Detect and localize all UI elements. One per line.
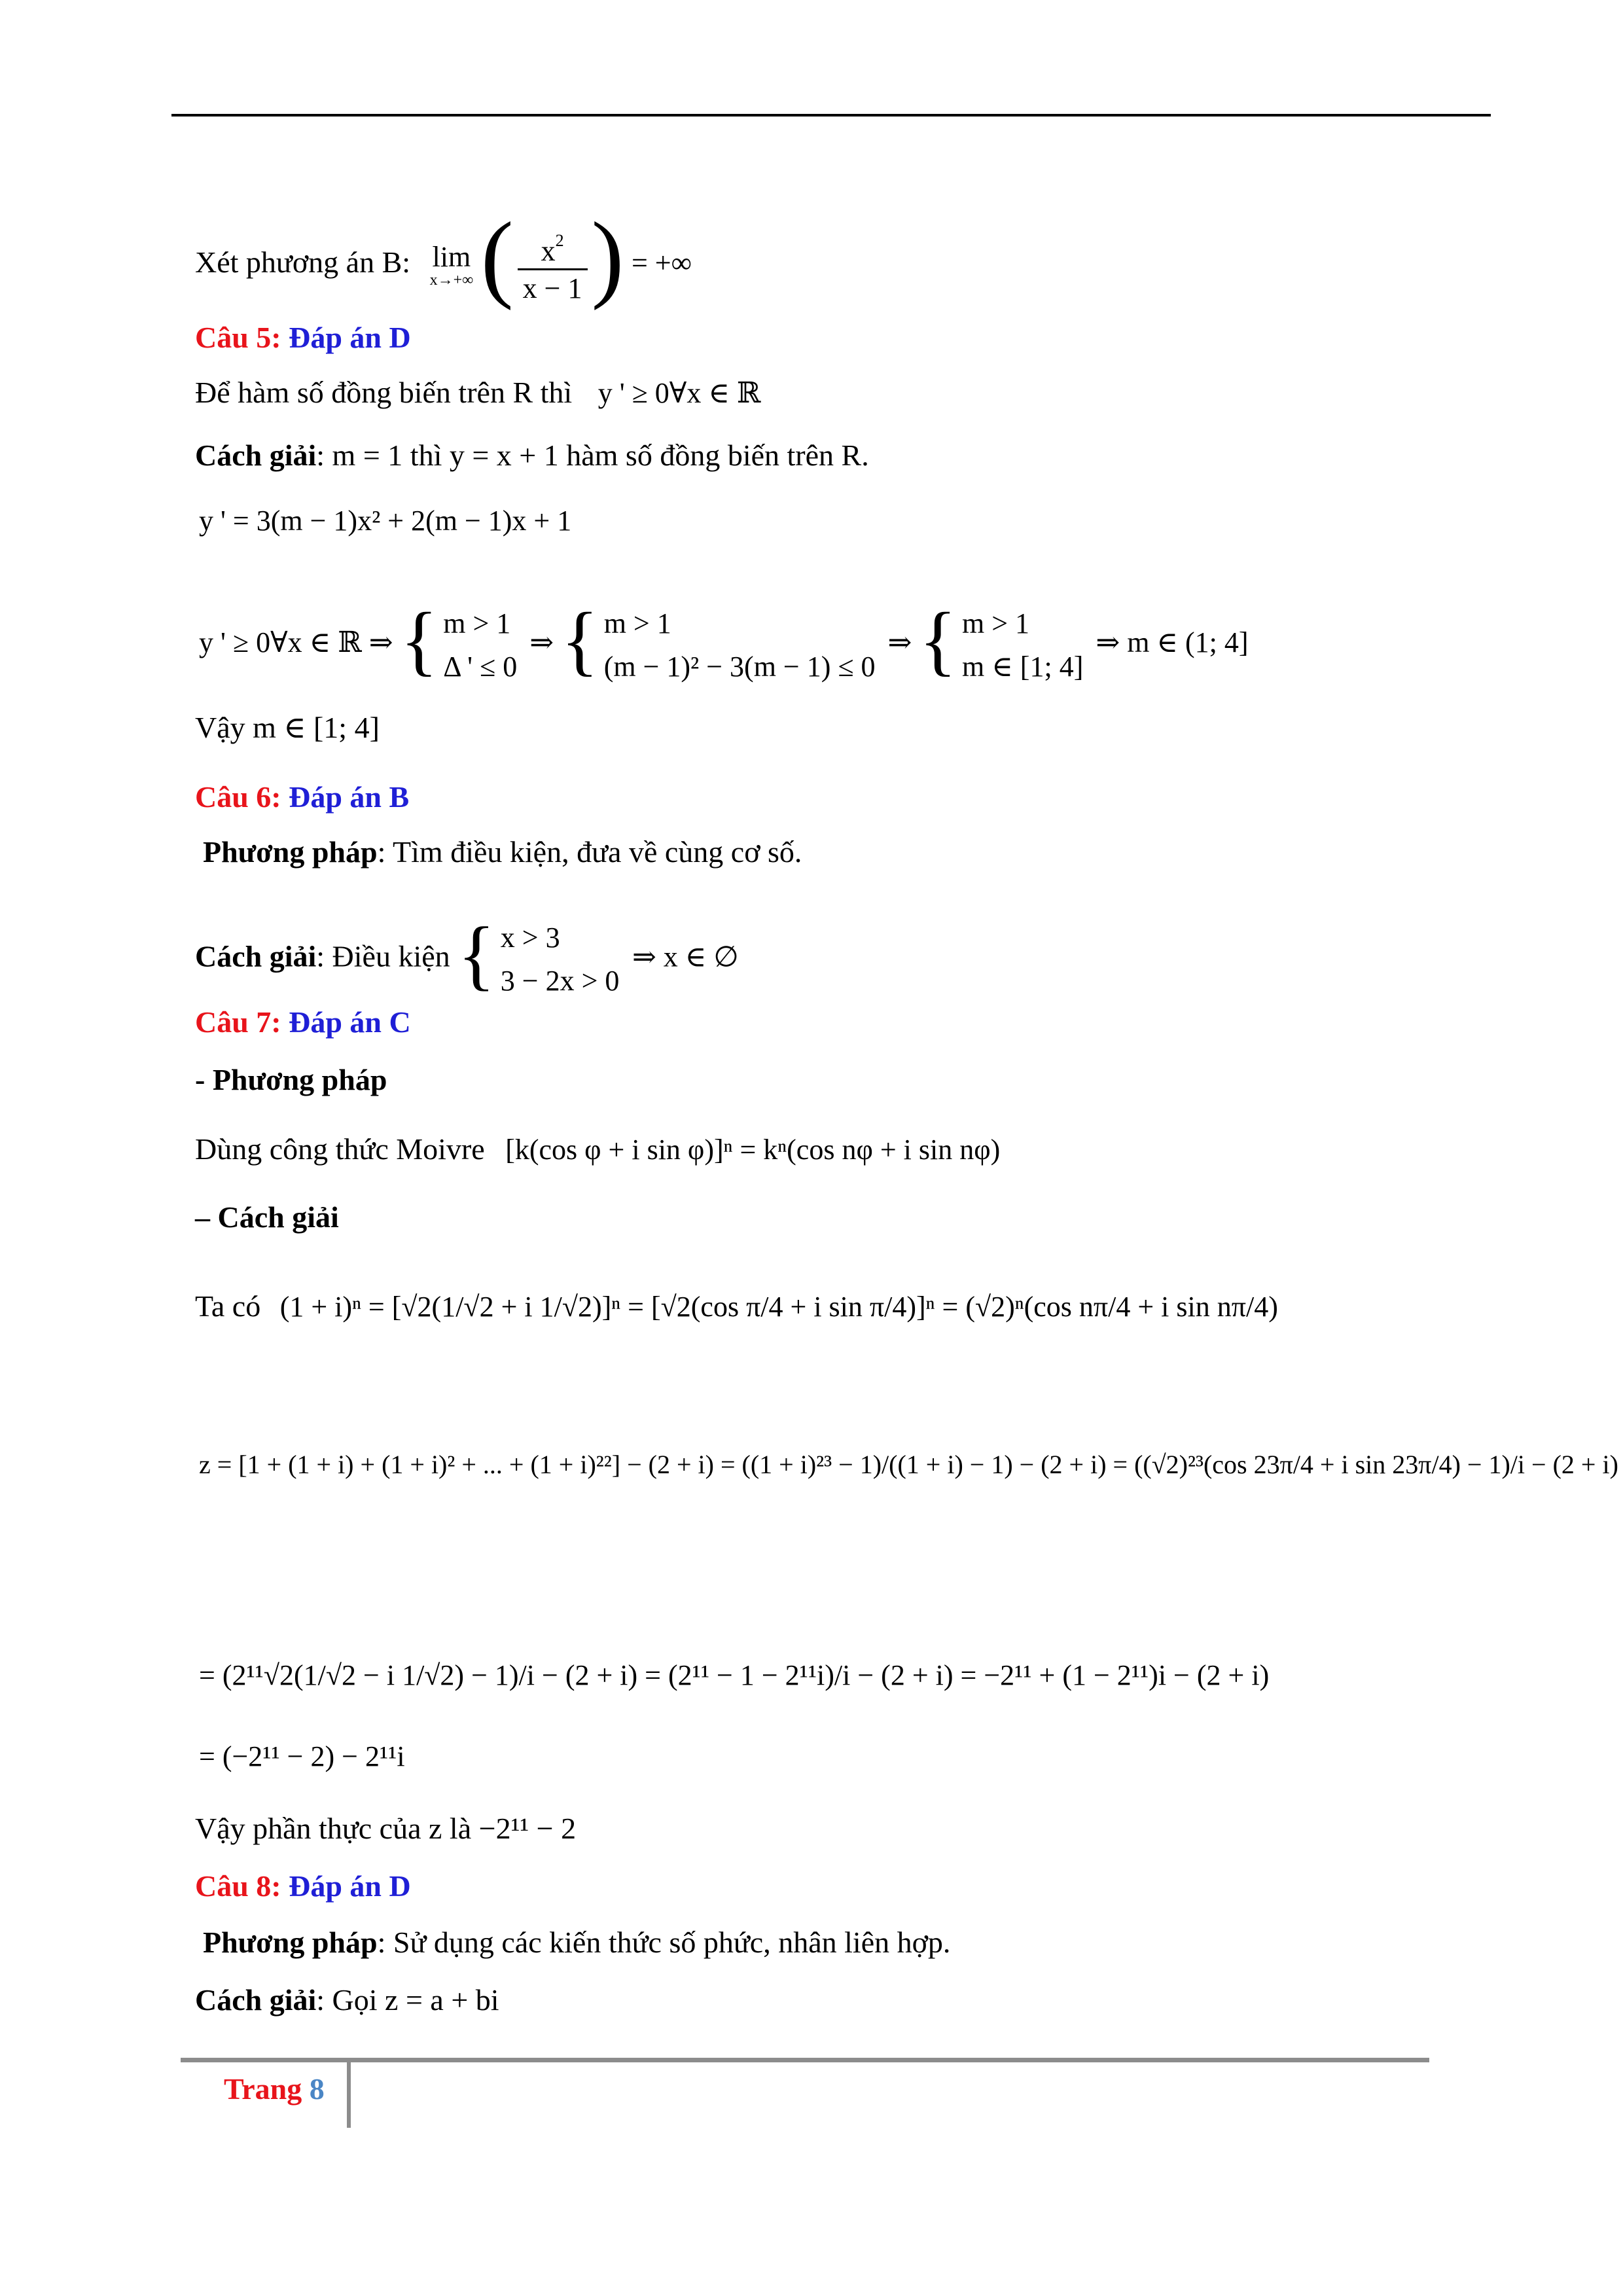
brace-1: { xyxy=(400,596,438,684)
page-label: Trang xyxy=(224,2072,302,2106)
brace-2: { xyxy=(561,596,599,684)
cau8-solution-text: : Gọi z = a + bi xyxy=(316,1983,499,2017)
cau5-conclusion: Vậy m ∈ [1; 4] xyxy=(195,711,380,744)
lim-numerator: x xyxy=(541,235,556,267)
cau7-equation-1: (1 + i)ⁿ = [√2(1/√2 + i 1/√2)]ⁿ = [√2(cos π/4 + i sin π/4)]ⁿ = (√2)ⁿ(cos nπ/4 + i sin nπ/4) xyxy=(279,1291,1278,1323)
cau5-system-1-row-1: m > 1 xyxy=(443,607,511,639)
page-value: 8 xyxy=(309,2072,325,2106)
lim-right-paren: ) xyxy=(591,202,624,312)
cau5-system-1-row-2: Δ ' ≤ 0 xyxy=(443,651,518,683)
cau6-method-line xyxy=(203,833,802,872)
cau7-method-heading: - Phương pháp xyxy=(195,1063,387,1096)
cau6-system xyxy=(501,916,620,1003)
cau5-answer: Đáp án D xyxy=(289,321,411,354)
cau8-method-line xyxy=(203,1923,950,1962)
brace-3: { xyxy=(919,596,957,684)
page-number xyxy=(224,2070,325,2109)
cau7-heading xyxy=(195,1003,411,1042)
cau7-moivre-line xyxy=(195,1130,1000,1170)
footer-separator xyxy=(347,2062,351,2128)
cau7-taco: Ta có xyxy=(195,1289,261,1323)
implies-2: ⇒ xyxy=(887,626,912,659)
lim-subscript: x→+∞ xyxy=(429,271,474,289)
cau5-system-3-row-2: m ∈ [1; 4] xyxy=(962,651,1084,683)
header-rule xyxy=(171,114,1491,117)
cau5-system-2 xyxy=(604,602,876,689)
cau5-system-line xyxy=(199,596,1249,689)
cau6-system-row-2: 3 − 2x > 0 xyxy=(500,965,620,997)
cau5-solution-line xyxy=(195,436,869,475)
cau7-equation-3: = (2¹¹√2(1/√2 − i 1/√2) − 1)/i − (2 + i) = (2¹¹ − 1 − 2¹¹i)/i − (2 + i) = −2¹¹ + (1 − 2¹¹)i − (2 + i) xyxy=(199,1659,1270,1691)
brace-cau6: { xyxy=(457,910,495,998)
footer-rule xyxy=(181,2058,1429,2062)
cau6-heading xyxy=(195,778,409,817)
cau5-derivative: y ' = 3(m − 1)x² + 2(m − 1)x + 1 xyxy=(199,505,572,537)
lim-left-paren: ( xyxy=(480,202,514,312)
cau8-label: Câu 8: xyxy=(195,1869,281,1903)
cau6-answer: Đáp án B xyxy=(289,780,410,814)
cau6-label: Câu 6: xyxy=(195,780,281,814)
cau5-condition-text: Để hàm số đồng biến trên R thì xyxy=(195,376,573,409)
lim-fraction xyxy=(518,224,588,307)
cau8-solution-line xyxy=(195,1981,499,2020)
option-b-line xyxy=(195,202,692,312)
cau7-equation-4: = (−2¹¹ − 2) − 2¹¹i xyxy=(199,1740,405,1772)
cau5-system-1 xyxy=(443,602,517,689)
cau8-method-label: Phương pháp xyxy=(203,1926,378,1959)
cau5-system-lhs: y ' ≥ 0∀x ∈ ℝ ⇒ xyxy=(199,626,393,659)
cau6-system-row-1: x > 3 xyxy=(500,922,560,954)
cau5-condition-line xyxy=(195,373,760,413)
cau7-eq1-line xyxy=(195,1287,1278,1327)
cau7-label: Câu 7: xyxy=(195,1005,281,1039)
cau7-answer: Đáp án C xyxy=(289,1005,411,1039)
cau7-moivre-formula: [k(cos φ + i sin φ)]ⁿ = kⁿ(cos nφ + i sin nφ) xyxy=(505,1134,1001,1166)
option-b-text: Xét phương án B: xyxy=(195,245,411,279)
lim-operator xyxy=(429,240,474,289)
lim-word: lim xyxy=(432,240,471,273)
cau5-heading xyxy=(195,318,411,357)
cau8-method-text: : Sử dụng các kiến thức số phức, nhân liên hợp. xyxy=(377,1926,951,1959)
cau5-system-2-row-2: (m − 1)² − 3(m − 1) ≤ 0 xyxy=(603,651,876,683)
cau8-solution-label: Cách giải xyxy=(195,1983,317,2017)
cau6-solution-label: Cách giải xyxy=(195,939,317,973)
cau5-system-3 xyxy=(962,602,1083,689)
cau7-moivre-text: Dùng công thức Moivre xyxy=(195,1132,485,1166)
cau8-answer: Đáp án D xyxy=(289,1869,411,1903)
cau6-method-text: : Tìm điều kiện, đưa về cùng cơ số. xyxy=(377,835,802,869)
implies-1: ⇒ xyxy=(529,626,554,659)
cau7-equation-2: z = [1 + (1 + i) + (1 + i)² + ... + (1 + i)²²] − (2 + i) = ((1 + i)²³ − 1)/((1 + i) − 1) − (2 + i) = ((√2)²³(cos 23π/4 + i sin 23π/4) − 1)/i − (2 + i) xyxy=(199,1450,1618,1479)
cau7-solution-heading: – Cách giải xyxy=(195,1200,339,1234)
cau5-solution-text: : m = 1 thì y = x + 1 hàm số đồng biến trên R. xyxy=(316,439,869,472)
cau5-condition-math: y ' ≥ 0∀x ∈ ℝ xyxy=(597,377,761,409)
cau5-system-3-row-1: m > 1 xyxy=(962,607,1030,639)
lim-result: = +∞ xyxy=(631,247,692,279)
lim-denominator: x − 1 xyxy=(518,268,588,307)
cau5-label: Câu 5: xyxy=(195,321,281,354)
cau5-system-result: ⇒ m ∈ (1; 4] xyxy=(1096,626,1249,659)
cau5-system-2-row-1: m > 1 xyxy=(603,607,671,639)
cau6-solution-line xyxy=(195,910,739,1003)
cau8-heading xyxy=(195,1867,411,1906)
lim-numerator-exp: 2 xyxy=(555,231,564,250)
cau5-solution-label: Cách giải xyxy=(195,439,317,472)
cau6-result: ⇒ x ∈ ∅ xyxy=(632,941,739,973)
cau7-conclusion: Vậy phần thực của z là −2¹¹ − 2 xyxy=(195,1812,577,1845)
cau6-method-label: Phương pháp xyxy=(203,835,378,869)
cau6-solution-text: : Điều kiện xyxy=(316,939,450,973)
